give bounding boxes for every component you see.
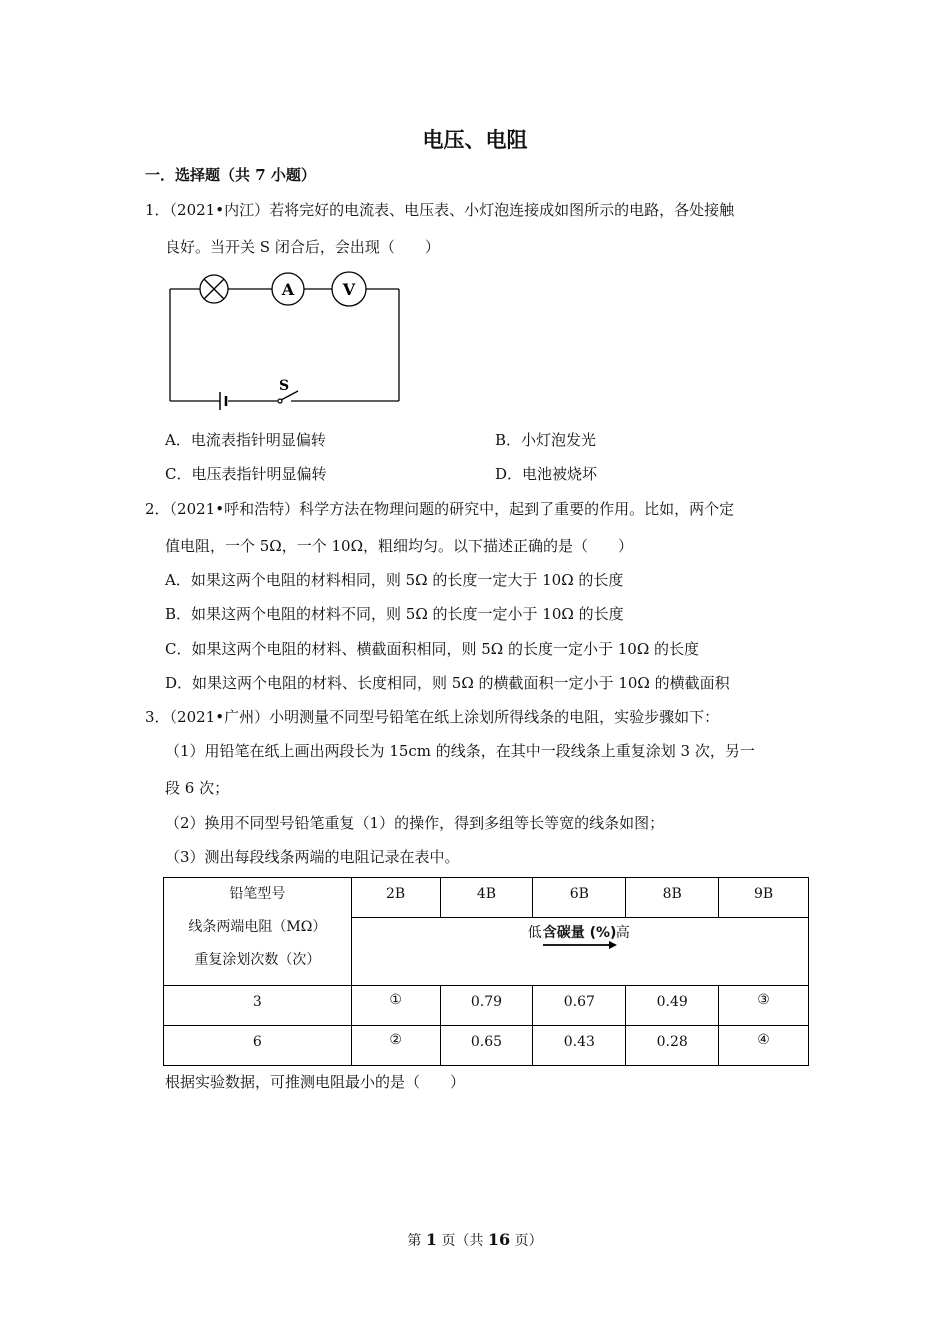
pencil-resistance-table [163,877,809,1066]
table-cell: ④ [719,1026,809,1066]
footer-total-pages: 16 [487,1230,511,1249]
table-cell: ① [351,986,440,1026]
table-cell: 0.79 [440,986,533,1026]
switch-symbol [278,378,298,403]
header-pencil-model: 铅笔型号 [229,886,286,902]
q1-option-d: D．电池被烧坏 [495,465,598,483]
model-9b: 9B [719,878,809,918]
q2-option-d: D．如果这两个电阻的材料、长度相同，则 5Ω 的横截面积一定小于 10Ω 的横截面积 [165,674,730,692]
page-title: 电压、电阻 [422,127,528,152]
table-cell: 0.67 [533,986,626,1026]
q1-option-a: A．电流表指针明显偏转 [165,431,326,449]
q1-option-b: B．小灯泡发光 [495,431,597,449]
carbon-low-label: 低 [527,925,542,941]
table-cell: ② [351,1026,440,1066]
q2-option-a: A．如果这两个电阻的材料相同，则 5Ω 的长度一定大于 10Ω 的长度 [165,571,624,589]
battery-symbol [220,392,226,410]
footer-page-number: 1 [425,1230,437,1249]
q1-stem-line2: 良好。当开关 S 闭合后，会出现（ ） [165,238,440,256]
table-cell: 0.49 [626,986,719,1026]
q1-stem-line1: 1．（2021•内江）若将完好的电流表、电压表、小灯泡连接成如图所示的电路，各处接触 [145,201,735,219]
lamp-symbol [200,275,228,303]
carbon-arrow-icon [543,941,617,949]
carbon-content-cell [351,918,808,986]
table-cell: 0.28 [626,1026,719,1066]
footer-suffix: 页） [514,1233,543,1249]
table-cell: ③ [719,986,809,1026]
row-count-3: 3 [164,986,352,1026]
q2-option-c: C．如果这两个电阻的材料、横截面积相同，则 5Ω 的长度一定小于 10Ω 的长度 [165,640,700,658]
model-6b: 6B [533,878,626,918]
model-8b: 8B [626,878,719,918]
footer-mid: 页（共 [441,1233,484,1249]
row-count-6: 6 [164,1026,352,1066]
table-cell: 0.43 [533,1026,626,1066]
header-repeat-count: 重复涂划次数（次） [194,952,321,968]
model-4b: 4B [440,878,533,918]
switch-label: S [278,378,290,394]
voltmeter-symbol [332,272,366,306]
q2-stem-line1: 2．（2021•呼和浩特）科学方法在物理问题的研究中，起到了重要的作用。比如，两个定 [145,500,735,518]
carbon-content-label: 含碳量 (%) [542,925,617,941]
q3-step2: （2）换用不同型号铅笔重复（1）的操作，得到多组等长等宽的线条如图； [165,814,665,832]
table-header-labels [164,878,352,986]
footer-prefix: 第 [407,1233,422,1249]
section-heading: 一．选择题（共 7 小题） [145,166,316,184]
page-footer [0,1230,950,1250]
ammeter-symbol [272,273,304,305]
table-cell: 0.65 [440,1026,533,1066]
circuit-diagram [160,268,410,413]
q2-stem-line2: 值电阻，一个 5Ω，一个 10Ω，粗细均匀。以下描述正确的是（ ） [165,537,634,555]
ammeter-label: A [281,280,295,299]
q3-step3: （3）测出每段线条两端的电阻记录在表中。 [165,848,460,866]
q1-option-c: C．电压表指针明显偏转 [165,465,327,483]
q3-stem: 3．（2021•广州）小明测量不同型号铅笔在纸上涂划所得线条的电阻，实验步骤如下： [145,708,720,726]
q2-option-b: B．如果这两个电阻的材料不同，则 5Ω 的长度一定小于 10Ω 的长度 [165,605,624,623]
carbon-high-label: 高 [615,925,630,941]
voltmeter-label: V [342,280,356,299]
q3-step1-line2: 段 6 次； [165,779,230,797]
q3-step1-line1: （1）用铅笔在纸上画出两段长为 15cm 的线条，在其中一段线条上重复涂划 3 次，另一 [165,742,755,760]
q3-conclusion: 根据实验数据，可推测电阻最小的是（ ） [165,1073,466,1091]
header-line-resistance: 线条两端电阻（MΩ） [188,919,327,935]
model-2b: 2B [351,878,440,918]
